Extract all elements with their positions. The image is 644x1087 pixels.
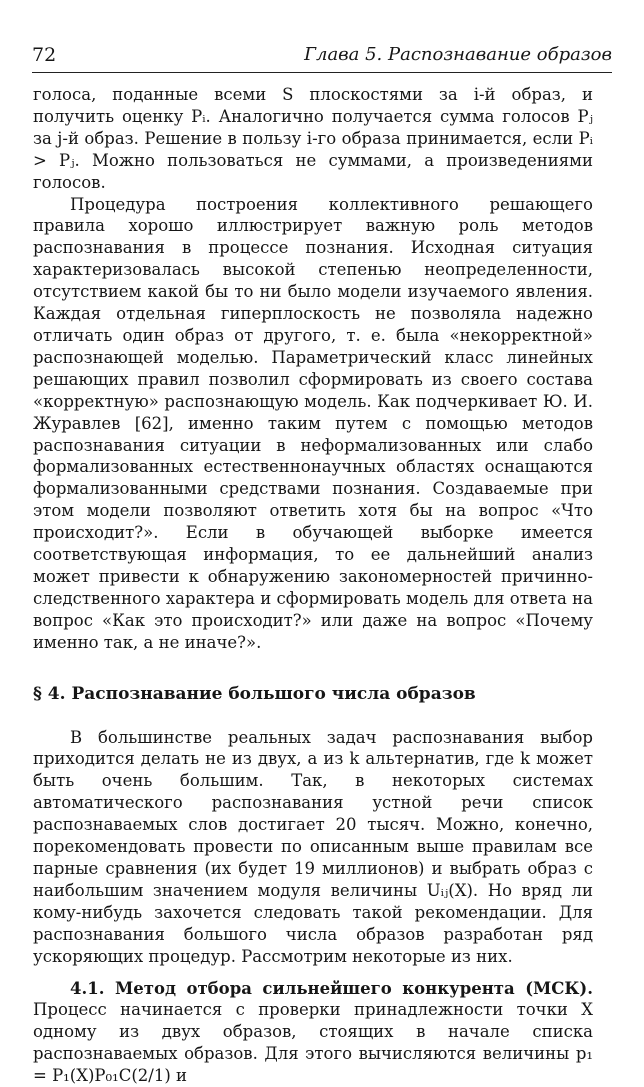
- paragraph-procedure: Процедура построения коллективного решающего правила хорошо иллюстрирует важную роль методов распознавания в процессе познания. Исходная ситуация характеризовалась высокой степенью неопределенности, отсутствием какой бы то ни было модели изучаемого явления. Каждая отдельная гиперплоскость не позволяла надежно отличать один образ от другого, т. е. была «некорректной» распознающей моделью. Параметрический класс линейных решающих правил позволил сформировать из своего состава «корректную» распознающую модель. Как подчеркивает Ю. И. Журавлев [62], именно таким путем с помощью методов распознавания ситуации в неформализованных или слабо формализованных естественнонаучных областях оснащаются формализованными средствами познания. Создаваемые при этом модели позволяют ответить хотя бы на вопрос «Что происходит?». Если в обучающей выборке имеется соответствующая информация, то ее дальнейший анализ может привести к обнаружению закономерностей причинно-следственного характера и сформировать модель для ответа на вопрос «Как это происходит?» или даже на вопрос «Почему именно так, а не иначе?».: [33, 194, 593, 652]
- subsection-title: 4.1. Метод отбора сильнейшего конкурента (МСК).: [70, 978, 593, 998]
- subsection-paragraph: [33, 978, 593, 1087]
- page-body: [33, 84, 593, 1087]
- paragraph-continued: голоса, поданные всеми S плоскостями за i-й образ, и получить оценку Pᵢ. Аналогично получается сумма голосов Pⱼ за j-й образ. Решение в пользу i-го образа принимается, если Pᵢ > Pⱼ. Можно пользоваться не суммами, а произведениями голосов.: [33, 85, 593, 192]
- subsection-text: Процесс начинается с проверки принадлежности точки X одному из двух образов, стоящих в начале списка распознаваемых образов. Для этого вычисляются величины p₁ = P₁(X)P₀₁C(2/1) и: [33, 1000, 593, 1086]
- page-number: 72: [32, 44, 57, 66]
- section-heading: § 4. Распознавание большого числа образов: [33, 683, 476, 704]
- section-paragraph: В большинстве реальных задач распознавания выбор приходится делать не из двух, а из k альтернатив, где k может быть очень большим. Так, в некоторых системах автоматического распознавания устной речи список распознаваемых слов достигает 20 тысяч. Можно, конечно, порекомендовать провести по описанным выше правилам все парные сравнения (их будет 19 миллионов) и выбрать образ с наибольшим значением модуля величины Uᵢⱼ(X). Но вряд ли кому-нибудь захочется следовать такой рекомендации. Для распознавания большого числа образов разработан ряд ускоряющих процедур. Рассмотрим некоторые из них.: [33, 727, 593, 966]
- running-title: Глава 5. Распознавание образов: [304, 44, 612, 65]
- page-header: [32, 44, 612, 73]
